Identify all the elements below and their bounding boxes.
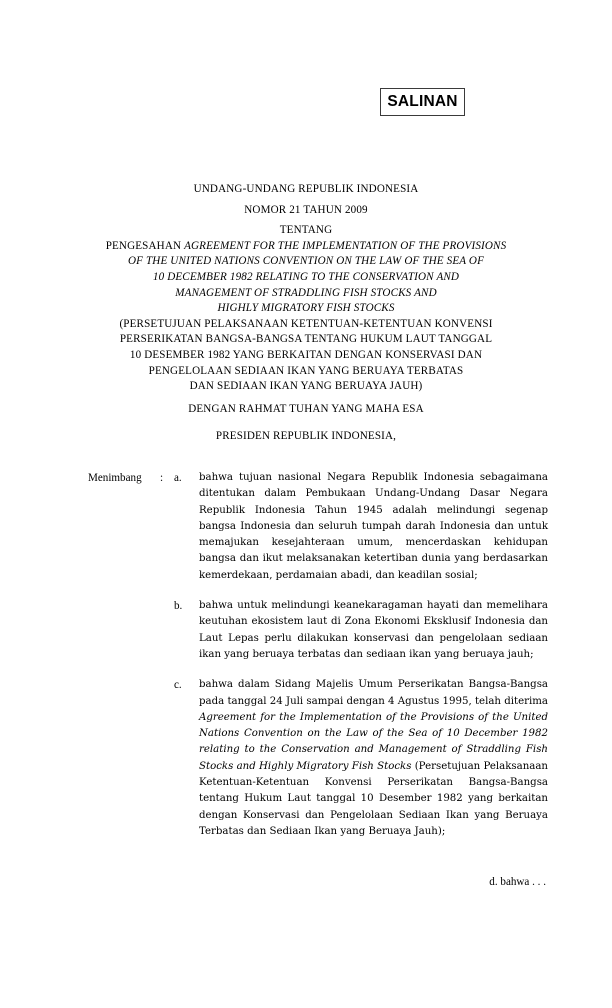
title-prefix-pengesahan: PENGESAHAN (105, 239, 185, 252)
considering-label: Menimbang (88, 472, 142, 484)
title-line-translation-5: DAN SEDIAAN IKAN YANG BERUAYA JAUH) (189, 380, 423, 393)
title-line-pengesahan (66, 239, 546, 255)
title-line-translation-2: PERSERIKATAN BANGSA-BANGSA TENTANG HUKUM LAUT TANGGAL (119, 333, 493, 346)
considering-text-c (199, 677, 548, 840)
title-line-translation-4: PENGELOLAAN SEDIAAN IKAN YANG BERUAYA TERBATAS (148, 364, 464, 377)
considering-text-b: bahwa untuk melindungi keanekaragaman hayati dan memelihara keutuhan ekosistem laut di Zona Ekonomi Eksklusif Indonesia dan Laut Lepas perlu dilakukan konservasi dan pengelolaan sediaan ikan yang beruaya terbatas dan sediaan ikan yang beruaya jauh; (199, 600, 548, 660)
title-line-translation-3: 10 DESEMBER 1982 YANG BERKAITAN DENGAN KONSERVASI DAN (129, 348, 483, 361)
invocation-presiden: PRESIDEN REPUBLIK INDONESIA, (215, 430, 397, 442)
considering-section (88, 470, 548, 840)
considering-spacer (88, 663, 548, 677)
salinan-stamp-box (380, 88, 465, 116)
title-line-agreement-5: HIGHLY MIGRATORY FISH STOCKS (217, 302, 395, 315)
considering-item-b (88, 598, 548, 663)
title-line-translation-1: (PERSETUJUAN PELAKSANAAN KETENTUAN-KETENTUAN KONVENSI (119, 317, 493, 330)
considering-item-a (88, 470, 548, 584)
salinan-stamp-label: SALINAN (387, 93, 458, 110)
title-agreement-italic-part: AGREEMENT FOR THE IMPLEMENTATION OF THE PROVISIONS (184, 239, 507, 252)
title-line-agreement-4: MANAGEMENT OF STRADDLING FISH STOCKS AND (175, 286, 437, 299)
title-line-tentang: TENTANG (279, 224, 333, 237)
considering-text-c-part1: bahwa dalam Sidang Majelis Umum Perserikatan Bangsa-Bangsa pada tanggal 24 Juli sampai dengan 4 Agustus 1995, telah diterima (199, 679, 548, 707)
considering-marker-c: c. (174, 679, 182, 692)
considering-marker-b: b. (174, 600, 183, 613)
considering-text-a: bahwa tujuan nasional Negara Republik Indonesia sebagaimana ditentukan dalam Pembukaan Undang-Undang Dasar Negara Republik Indonesia Tahun 1945 adalah melindungi segenap bangsa Indonesia dan seluruh tumpah darah Indonesia dan untuk memajukan kesejahteraan umum, mencerdaskan kehidupan bangsa dan ikut melaksanakan ketertiban dunia yang berdasarkan kemerdekaan, perdamaian abadi, dan keadilan sosial; (199, 472, 548, 581)
considering-marker-a: a. (174, 472, 182, 484)
considering-colon: : (160, 472, 164, 484)
title-line-agreement-3: 10 DECEMBER 1982 RELATING TO THE CONSERVATION AND (152, 270, 460, 283)
title-line-number: NOMOR 21 TAHUN 2009 (244, 203, 368, 216)
page-catchword: d. bahwa . . . (489, 876, 546, 888)
considering-text-c-part3: (Persetujuan Pelaksanaan Ketentuan-Ketentuan Konvensi Perserikatan Bangsa-Bangsa tentang Hukum Laut tanggal 10 Desember 1982 yang berkaitan dengan Konservasi dan Pengelolaan Sediaan Ikan yang Beruaya Terbatas dan Sediaan Ikan yang Beruaya Jauh); (199, 760, 548, 837)
document-title-block (66, 182, 546, 395)
invocation-rahmat-tuhan: DENGAN RAHMAT TUHAN YANG MAHA ESA (188, 403, 424, 415)
considering-item-c (88, 677, 548, 840)
considering-spacer (88, 584, 548, 598)
considering-text-c-italic: Agreement for the Implementation of the Provisions of the United Nations Convention on the Law of the Sea of 10 December 1982 relating to the Conservation and Management of Straddling Fish Stocks and Highly Migratory Fish Stocks (199, 711, 548, 772)
title-line-law-type: UNDANG-UNDANG REPUBLIK INDONESIA (193, 183, 419, 195)
title-line-agreement-2: OF THE UNITED NATIONS CONVENTION ON THE LAW OF THE SEA OF (127, 255, 485, 268)
